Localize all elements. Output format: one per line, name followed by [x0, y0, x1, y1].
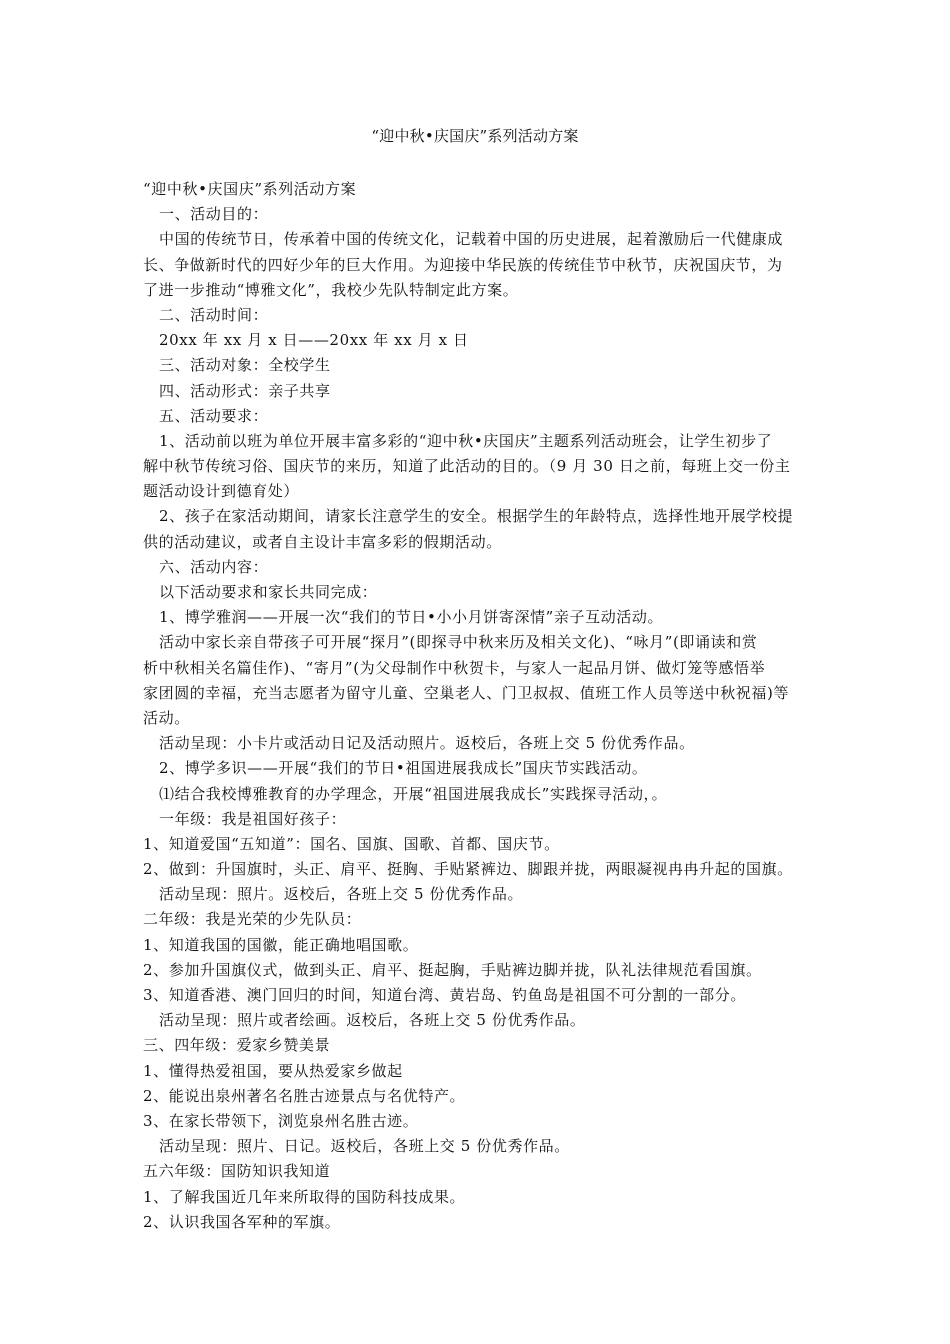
document-title: “迎中秋•庆国庆”系列活动方案: [371, 127, 579, 145]
text-line: 活动。: [143, 708, 190, 727]
text-line: 活动呈现：照片、日记。返校后，各班上交 5 份优秀作品。: [159, 1137, 570, 1156]
text-line: 2、认识我国各军种的军旗。: [143, 1212, 341, 1231]
text-line: 2、能说出泉州著名名胜古迹景点与名优特产。: [143, 1086, 466, 1105]
text-line: 2、参加升国旗仪式，做到头正、肩平、挺起胸，手贴裤边脚并拢，队礼法律规范看国旗。: [143, 960, 762, 979]
text-line: 三、四年级：爱家乡赞美景: [143, 1036, 331, 1055]
text-line: 析中秋相关名篇佳作)、“寄月”(为父母制作中秋贺卡，与家人一起品月饼、做灯笼等感悟举: [143, 658, 766, 677]
text-line: 20xx 年 xx 月 x 日——20xx 年 xx 月 x 日: [159, 331, 469, 350]
text-line: 二、活动时间：: [159, 305, 269, 324]
text-line: 1、活动前以班为单位开展丰富多彩的“迎中秋•庆国庆”主题系列活动班会，让学生初步了: [159, 431, 773, 450]
text-line: 二年级：我是光荣的少先队员：: [143, 910, 362, 929]
text-line: 供的活动建议，或者自主设计丰富多彩的假期活动。: [143, 532, 502, 551]
text-line: 3、知道香港、澳门回归的时间，知道台湾、黄岩岛、钓鱼岛是祖国不可分割的一部分。: [143, 986, 746, 1004]
text-line: 活动呈现：照片或者绘画。返校后，各班上交 5 份优秀作品。: [159, 1011, 586, 1030]
text-line: 六、活动内容：: [159, 557, 269, 576]
text-line: 了进一步推动“博雅文化”，我校少先队特制定此方案。: [143, 280, 519, 299]
text-line: 三、活动对象：全校学生: [159, 356, 331, 375]
text-line: 1、知道爱国“五知道”：国名、国旗、国歌、首都、国庆节。: [143, 834, 560, 853]
text-line: 2、博学多识——开展“我们的节日•祖国进展我成长”国庆节实践活动。: [159, 759, 648, 778]
text-line: 五、活动要求：: [159, 406, 269, 425]
text-line: 2、做到：升国旗时，头正、肩平、挺胸、手贴紧裤边、脚跟并拢，两眼凝视冉冉升起的国旗。: [143, 860, 793, 879]
text-line: 题活动设计到德育处）: [143, 482, 300, 501]
text-line: 五六年级：国防知识我知道: [143, 1162, 331, 1181]
text-line: 一年级：我是祖国好孩子：: [159, 809, 347, 828]
text-line: 中国的传统节日，传承着中国的传统文化，记载着中国的历史进展，起着激励后一代健康成: [159, 230, 784, 249]
text-line: 长、争做新时代的四好少年的巨大作用。为迎接中华民族的传统佳节中秋节，庆祝国庆节，为: [143, 255, 783, 274]
text-line: 1、懂得热爱祖国，要从热爱家乡做起: [143, 1061, 403, 1080]
text-line: 以下活动要求和家长共同完成：: [159, 583, 378, 601]
text-line: 解中秋节传统习俗、国庆节的来历，知道了此活动的目的。（9 月 30 日之前，每班上交一份主: [143, 457, 791, 476]
document-body: [143, 177, 823, 1235]
text-line: 1、知道我国的国徽，能正确地唱国歌。: [143, 935, 419, 954]
text-line: 家团圆的幸福，充当志愿者为留守儿童、空巢老人、门卫叔叔、值班工作人员等送中秋祝福)等: [143, 683, 790, 702]
text-line: 一、活动目的：: [159, 205, 269, 224]
text-line: 四、活动形式：亲子共享: [159, 381, 331, 400]
text-line: 1、博学雅润——开展一次“我们的节日•小小月饼寄深情”亲子互动活动。: [159, 608, 664, 627]
text-line: 活动中家长亲自带孩子可开展“探月”(即探寻中秋来历及相关文化)、“咏月”(即诵读和赏: [159, 633, 758, 652]
text-line: 活动呈现：小卡片或活动日记及活动照片。返校后，各班上交 5 份优秀作品。: [159, 734, 695, 753]
text-line: 活动呈现：照片。返校后，各班上交 5 份优秀作品。: [159, 885, 524, 904]
text-line: ⑴结合我校博雅教育的办学理念，开展“祖国进展我成长”实践探寻活动，。: [159, 784, 668, 803]
text-line: 1、了解我国近几年来所取得的国防科技成果。: [143, 1187, 466, 1206]
text-line: 2、孩子在家活动期间，请家长注意学生的安全。根据学生的年龄特点，选择性地开展学校提: [159, 507, 794, 526]
text-line: 3、在家长带领下，浏览泉州名胜古迹。: [143, 1111, 419, 1130]
text-line: “迎中秋•庆国庆”系列活动方案: [143, 180, 357, 198]
